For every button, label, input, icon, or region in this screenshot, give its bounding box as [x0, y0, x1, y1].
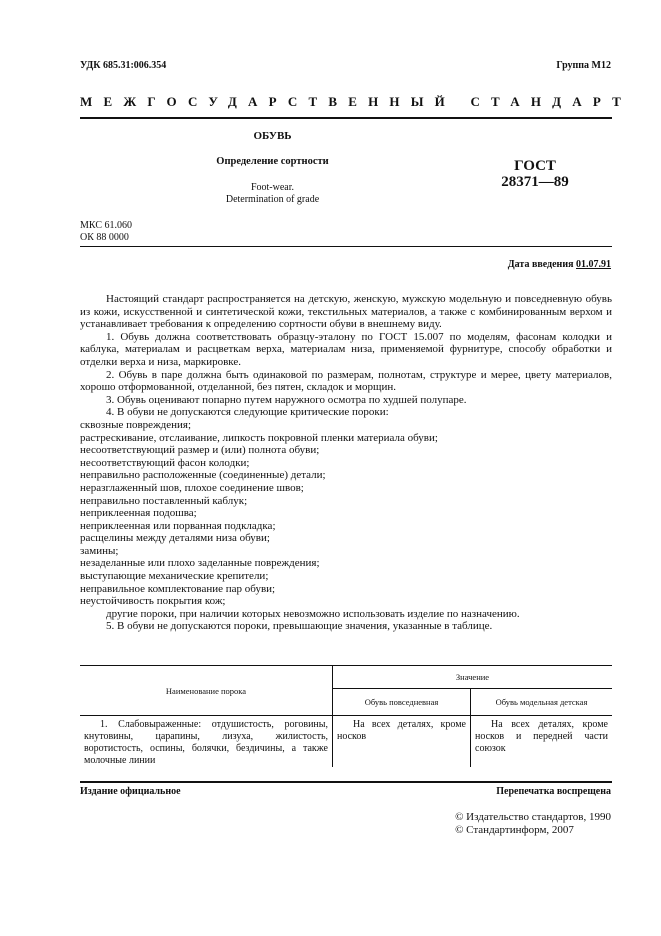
bottom-divider [80, 781, 612, 783]
document-subtitle: Определение сортности [216, 156, 329, 167]
defect-item: несоответствующий фасон колодки; [80, 456, 250, 469]
gost-number: 28371—89 [501, 174, 569, 190]
defect-item: расщелины между деталями низа обуви; [80, 532, 270, 545]
defect-item: сквозные повреждения; [80, 418, 192, 431]
english-title-line1: Foot-wear. [250, 182, 295, 193]
defect-item: неправильно поставленный каблук; [80, 494, 248, 507]
gost-designation [490, 158, 580, 190]
copyright-block [455, 811, 611, 837]
paragraph-1: 1. Обувь должна соответствовать образцу-эталону по ГОСТ 15.007 по моделям, фасонам колодки и каблука, материалам и расцветкам верха, материалам низа, применяемой фурнитуре, способу обработки и отделки верха и низа, маркировке. [80, 330, 612, 368]
defects-table [80, 665, 612, 767]
document-body [80, 293, 612, 633]
paragraph-4: 4. В обуви не допускаются следующие критические пороки: [106, 406, 389, 419]
defect-item: несоответствующий размер и (или) полнота обуви; [80, 444, 320, 457]
header-everyday: Обувь повседневная [333, 689, 471, 716]
introduction-date [508, 259, 611, 270]
date-label: Дата введения [507, 259, 574, 270]
defect-item: замины; [80, 544, 119, 557]
defect-item: выступающие механические крепители; [80, 570, 269, 583]
paragraph-5: 5. В обуви не допускаются пороки, превышающие значения, указанные в таблице. [106, 620, 493, 633]
udk-code: УДК 685.31:006.354 [80, 60, 167, 71]
english-title [80, 182, 465, 206]
date-value: 01.07.91 [576, 259, 611, 270]
defect-item: неприклеенная или порванная подкладка; [80, 519, 276, 532]
mks-code: МКС 61.060 [80, 220, 132, 231]
kids-cell: На всех деталях, кроме носков и передней части союзок [475, 719, 608, 754]
classification-codes [80, 220, 132, 244]
header-kids: Обувь модельная детская [471, 689, 613, 716]
document-title: ОБУВЬ [253, 130, 292, 142]
defect-item: растрескивание, отслаивание, липкость покровной пленки материала обуви; [80, 431, 438, 444]
copyright-1: © Издательство стандартов, 1990 [455, 811, 611, 823]
standard-banner: МЕЖГОСУДАРСТВЕННЫЙ СТАНДАРТ [80, 94, 633, 109]
defect-item: неразглаженный шов, плохое соединение швов; [80, 481, 304, 494]
intro-paragraph: Настоящий стандарт распространяется на детскую, женскую, мужскую модельную и повседневную обувь из кожи, искусственной и синтетической кожи, текстильных материалов, а также с комбинированным верхом и устанавливает требования к определению сортности обуви в внешнему виду. [80, 293, 612, 331]
copyright-2: © Стандартинформ, 2007 [455, 824, 574, 836]
table-row [80, 716, 612, 768]
mid-divider [80, 246, 612, 247]
defect-item: неустойчивость покрытия кож; [80, 595, 226, 608]
paragraph-2: 2. Обувь в паре должна быть одинаковой по размерам, полнотам, структуре и мерее, цвету материалов, хорошо отформованной, отделанной, без пятен, складок и морщин. [80, 368, 612, 394]
official-edition: Издание официальное [80, 786, 181, 797]
top-divider [80, 117, 612, 119]
defect-name-cell: 1. Слабовыраженные: отдушистость, роговины, кнутовины, царапины, лизуха, жилистость, воротистость, оспины, болячки, бездичины, а также молочные линии [80, 716, 333, 768]
defect-item: неправильно расположенные (соединенные) детали; [80, 469, 326, 482]
group-code: Группа М12 [556, 60, 611, 71]
gost-label: ГОСТ [514, 158, 556, 174]
defect-item: незаделанные или плохо заделанные повреждения; [80, 557, 320, 570]
defect-item: неправильное комплектование пар обуви; [80, 582, 276, 595]
paragraph-3: 3. Обувь оценивают попарно путем наружного осмотра по худшей полупаре. [106, 393, 467, 406]
other-defects: другие пороки, при наличии которых невозможно использовать изделие по назначению. [106, 607, 520, 620]
header-defect-name: Наименование порока [80, 666, 333, 716]
reprint-notice: Перепечатка воспрещена [496, 786, 611, 797]
defect-item: неприклеенная подошва; [80, 507, 197, 520]
ok-code: ОК 88 0000 [80, 232, 129, 243]
header-value: Значение [333, 666, 613, 689]
english-title-line2: Determination of grade [225, 194, 320, 205]
everyday-cell: На всех деталях, кроме носков [333, 716, 471, 768]
defects-list [80, 419, 612, 608]
